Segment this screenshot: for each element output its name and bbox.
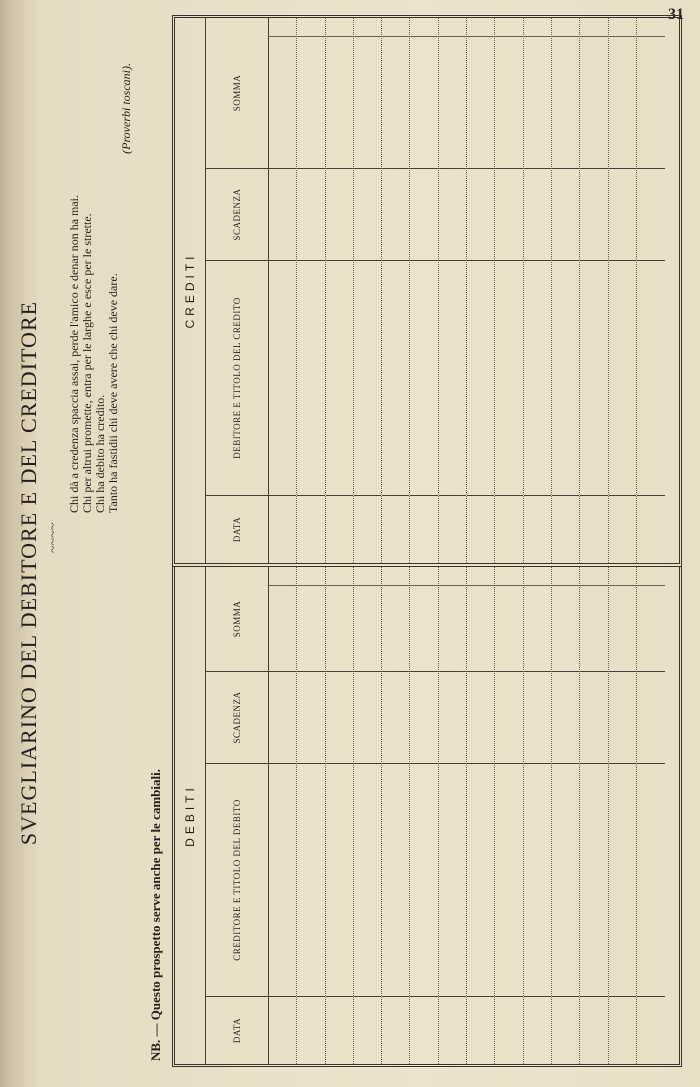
crediti-titolo-cell: [637, 260, 665, 495]
crediti-scadenza-cell: [524, 168, 551, 260]
crediti-scadenza-cell: [354, 168, 381, 260]
crediti-titolo-cell: [495, 260, 522, 495]
crediti-titolo-cell: [609, 260, 636, 495]
crediti-somma-cell: [637, 18, 665, 168]
debiti-titolo-cell: [495, 763, 522, 996]
crediti-data-cell: [326, 495, 353, 563]
crediti-titolo-cell: [467, 260, 494, 495]
debiti-row: [354, 567, 382, 1064]
debiti-row: [297, 567, 325, 1064]
debiti-titolo-cell: [580, 763, 607, 996]
crediti-col-somma: SOMMA: [232, 74, 242, 112]
crediti-titolo-cell: [269, 260, 296, 495]
debiti-somma-cell: [269, 567, 296, 671]
debiti-data-cell: [637, 996, 665, 1064]
proverb-line: Tanto ha fastidii chi deve avere che chi deve dare.: [106, 273, 120, 513]
proverbs-source: (Proverbi toscani).: [119, 63, 133, 154]
page-number: 31: [668, 6, 684, 23]
debiti-col-scadenza: SCADENZA: [206, 671, 268, 763]
crediti-somma-cell: [580, 18, 607, 168]
crediti-titolo-cell: [354, 260, 381, 495]
crediti-scadenza-cell: [552, 168, 579, 260]
crediti-data-cell: [524, 495, 551, 563]
debiti-somma-cell: [552, 567, 579, 671]
crediti-data-cell: [297, 495, 324, 563]
crediti-scadenza-cell: [495, 168, 522, 260]
crediti-titolo-cell: [326, 260, 353, 495]
crediti-scadenza-cell: [637, 168, 665, 260]
crediti-titolo-cell: [524, 260, 551, 495]
proverb-line: Chi ha debito ha credito.: [93, 394, 107, 513]
crediti-scadenza-cell: [269, 168, 296, 260]
debiti-col-data: DATA: [206, 996, 268, 1064]
debiti-somma-cell: [354, 567, 381, 671]
debiti-data-cell: [439, 996, 466, 1064]
crediti-somma-cell: [354, 18, 381, 168]
crediti-somma-cell: [382, 18, 409, 168]
debiti-data-cell: [326, 996, 353, 1064]
debiti-titolo-cell: [354, 763, 381, 996]
crediti-data-cell: [495, 495, 522, 563]
debiti-somma-cell: [326, 567, 353, 671]
debiti-scadenza-cell: [580, 671, 607, 763]
debiti-row: [269, 567, 297, 1064]
usage-note: NB. — Questo prospetto serve anche per le cambiali.: [148, 769, 163, 1061]
crediti-row: [354, 18, 382, 563]
debiti-somma-cell: [580, 567, 607, 671]
debiti-titolo-cell: [524, 763, 551, 996]
crediti-scadenza-cell: [326, 168, 353, 260]
debiti-somma-cell: [637, 567, 665, 671]
debiti-col-somma: SOMMA: [232, 600, 242, 638]
debiti-scadenza-cell: [637, 671, 665, 763]
debiti-somma-cell: [609, 567, 636, 671]
debiti-somma-cell: [439, 567, 466, 671]
crediti-row: [580, 18, 608, 563]
crediti-heading: CREDITI: [175, 18, 206, 563]
debiti-titolo-cell: [382, 763, 409, 996]
crediti-row: [410, 18, 438, 563]
debiti-data-cell: [269, 996, 296, 1064]
crediti-row: [609, 18, 637, 563]
debiti-titolo-cell: [439, 763, 466, 996]
crediti-column-headers: [206, 18, 269, 563]
crediti-titolo-cell: [297, 260, 324, 495]
debiti-row: [439, 567, 467, 1064]
crediti-scadenza-cell: [382, 168, 409, 260]
crediti-scadenza-cell: [410, 168, 437, 260]
crediti-data-cell: [410, 495, 437, 563]
debiti-titolo-cell: [326, 763, 353, 996]
debiti-data-cell: [297, 996, 324, 1064]
crediti-titolo-cell: [382, 260, 409, 495]
debiti-row: [524, 567, 552, 1064]
crediti-col-data: DATA: [206, 495, 268, 563]
debiti-row: [410, 567, 438, 1064]
debiti-data-cell: [354, 996, 381, 1064]
crediti-row: [439, 18, 467, 563]
debiti-data-cell: [552, 996, 579, 1064]
debiti-row: [326, 567, 354, 1064]
crediti-scadenza-cell: [467, 168, 494, 260]
debiti-scadenza-cell: [609, 671, 636, 763]
crediti-data-cell: [609, 495, 636, 563]
crediti-somma-cell: [439, 18, 466, 168]
proverb-line: Chi per altrui promette, entra per le larghe e esce per le strette.: [80, 213, 94, 513]
title-ornament: ~~~~: [46, 522, 61, 553]
crediti-somma-cell: [467, 18, 494, 168]
crediti-titolo-cell: [580, 260, 607, 495]
debiti-scadenza-cell: [297, 671, 324, 763]
debiti-scadenza-cell: [382, 671, 409, 763]
crediti-row: [467, 18, 495, 563]
debiti-titolo-cell: [609, 763, 636, 996]
debiti-scadenza-cell: [269, 671, 296, 763]
proverbs-block: [68, 53, 133, 513]
debiti-titolo-cell: [410, 763, 437, 996]
crediti-row: [326, 18, 354, 563]
debiti-row: [580, 567, 608, 1064]
debiti-somma-cell: [410, 567, 437, 671]
crediti-data-cell: [354, 495, 381, 563]
crediti-scadenza-cell: [439, 168, 466, 260]
crediti-data-cell: [580, 495, 607, 563]
debiti-data-cell: [467, 996, 494, 1064]
debiti-data-cell: [580, 996, 607, 1064]
crediti-scadenza-cell: [609, 168, 636, 260]
debiti-row: [609, 567, 637, 1064]
crediti-somma-cell: [524, 18, 551, 168]
debiti-data-cell: [524, 996, 551, 1064]
crediti-titolo-cell: [439, 260, 466, 495]
crediti-col-scadenza: SCADENZA: [206, 168, 268, 260]
crediti-data-cell: [439, 495, 466, 563]
crediti-data-cell: [552, 495, 579, 563]
debiti-row: [382, 567, 410, 1064]
crediti-col-debitore: DEBITORE E TITOLO DEL CREDITO: [206, 260, 268, 495]
debiti-scadenza-cell: [354, 671, 381, 763]
proverb-line: Chi dà a credenza spaccia assai, perde l'amico e denar non ha mai.: [67, 194, 81, 513]
crediti-data-cell: [637, 495, 665, 563]
crediti-titolo-cell: [552, 260, 579, 495]
crediti-row: [524, 18, 552, 563]
crediti-somma-cell: [495, 18, 522, 168]
debiti-titolo-cell: [552, 763, 579, 996]
debiti-titolo-cell: [467, 763, 494, 996]
debiti-row: [467, 567, 495, 1064]
debiti-section: [172, 567, 682, 1067]
debiti-somma-cell: [297, 567, 324, 671]
crediti-row: [495, 18, 523, 563]
debiti-data-cell: [495, 996, 522, 1064]
crediti-row: [382, 18, 410, 563]
rotated-content: [10, 13, 690, 1073]
debiti-heading: DEBITI: [175, 567, 206, 1064]
debiti-row: [552, 567, 580, 1064]
debiti-col-creditore: CREDITORE E TITOLO DEL DEBITO: [206, 763, 268, 996]
debiti-somma-cell: [467, 567, 494, 671]
debiti-data-cell: [609, 996, 636, 1064]
crediti-scadenza-cell: [580, 168, 607, 260]
crediti-rows: [269, 18, 679, 563]
debiti-column-headers: [206, 567, 269, 1064]
debiti-scadenza-cell: [467, 671, 494, 763]
debiti-titolo-cell: [297, 763, 324, 996]
debiti-scadenza-cell: [552, 671, 579, 763]
debiti-row: [637, 567, 665, 1064]
crediti-scadenza-cell: [297, 168, 324, 260]
debiti-somma-cell: [524, 567, 551, 671]
crediti-somma-cell: [269, 18, 296, 168]
crediti-somma-cell: [297, 18, 324, 168]
ledger-table: [172, 15, 682, 1067]
debiti-titolo-cell: [637, 763, 665, 996]
crediti-somma-cell: [410, 18, 437, 168]
debiti-scadenza-cell: [410, 671, 437, 763]
debiti-data-cell: [410, 996, 437, 1064]
crediti-somma-cell: [609, 18, 636, 168]
crediti-somma-cell: [326, 18, 353, 168]
debiti-somma-cell: [495, 567, 522, 671]
debiti-scadenza-cell: [524, 671, 551, 763]
debiti-rows: [269, 567, 679, 1064]
crediti-titolo-cell: [410, 260, 437, 495]
debiti-scadenza-cell: [326, 671, 353, 763]
debiti-row: [495, 567, 523, 1064]
crediti-row: [297, 18, 325, 563]
crediti-data-cell: [467, 495, 494, 563]
crediti-somma-cell: [552, 18, 579, 168]
debiti-somma-cell: [382, 567, 409, 671]
debiti-scadenza-cell: [439, 671, 466, 763]
crediti-section: [172, 15, 682, 567]
crediti-row: [637, 18, 665, 563]
crediti-data-cell: [269, 495, 296, 563]
crediti-data-cell: [382, 495, 409, 563]
crediti-row: [552, 18, 580, 563]
debiti-scadenza-cell: [495, 671, 522, 763]
debiti-titolo-cell: [269, 763, 296, 996]
debiti-data-cell: [382, 996, 409, 1064]
crediti-row: [269, 18, 297, 563]
page-title: SVEGLIARINO DEL DEBITORE E DEL CREDITORE: [16, 300, 41, 846]
